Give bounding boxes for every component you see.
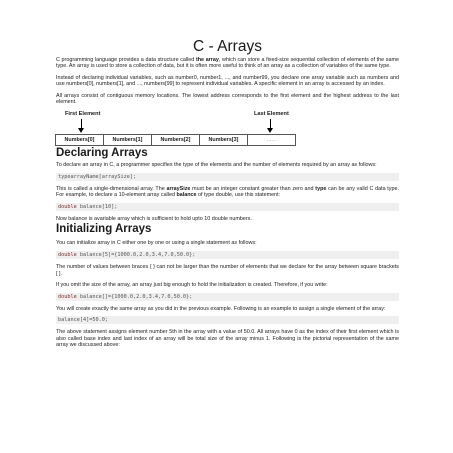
initializing-paragraph-3: If you omit the size of the array, an array just big enough to hold the initialization is created. Therefore, if you write: (56, 282, 328, 289)
initializing-paragraph-5: The above statement assigns element number 5th in the array with a value of 50.0. All arrays have 0 as the index of their first element which is also called base index and last index of an array will be total size of the array minus 1. Following is the pictorial representation of the same array we discussed above: (56, 329, 399, 348)
code-block-init-nosize (56, 293, 399, 301)
array-cell: Numbers[2] (151, 134, 200, 146)
declaring-heading: Declaring Arrays (56, 147, 148, 160)
intro-text-cont: , which can store a fixed-size sequential collection of elements of the same type. An array is used to store a collection of data, but it is often more useful to think of an array as a collection of variables of the same type. (56, 57, 399, 70)
bold-term: type (315, 185, 327, 192)
declaring-paragraph-3: Now balance is avariable array which is sufficient to hold upto 10 double numbers. (56, 215, 252, 222)
page-title: C - Arrays (193, 38, 262, 55)
declaring-paragraph-1: To declare an array in C, a programmer specifies the type of the elements and the number of elements required by an array as follows: (56, 162, 377, 169)
array-cell: Numbers[1] (103, 134, 152, 146)
array-diagram (56, 111, 399, 153)
text-span: This is called a single-dimensional array. The (56, 185, 167, 192)
intro-paragraph-3: All arrays consist of contiguous memory locations. The lowest address corresponds to the first element and the highest address to the last element. (56, 92, 399, 106)
text-span: must be an integer constant greater than zero and (190, 185, 316, 192)
initializing-paragraph-4: You will create exactly the same array as you did in the previous example. Following is an example to assign a single element of the array: (56, 305, 386, 312)
code-block-declaration (56, 173, 399, 181)
bold-term: arraySize (166, 185, 191, 192)
code-text: balance[]={1000.0,2.0,3.4,7.0,50.0}; (76, 293, 193, 300)
code-block-assign (56, 316, 399, 324)
intro-bold-term: the array (195, 57, 219, 63)
declaring-paragraph-2 (56, 186, 399, 199)
initializing-heading: Initializing Arrays (56, 223, 152, 236)
text-span: can be any valid C data type. For example, to declare a 10-element array called (56, 185, 399, 199)
bold-term: balance (176, 192, 197, 199)
first-element-label: First Element (65, 111, 101, 118)
initializing-paragraph-1: You can initialize array in C either one by one or using a single statement as follows: (56, 240, 257, 247)
document-page (56, 38, 399, 348)
first-arrow-head-icon (78, 128, 84, 133)
code-text: typearrayName[arraySize]; (58, 173, 137, 180)
code-text: balance[10]; (76, 203, 118, 210)
array-cell: Numbers[3] (199, 134, 248, 146)
intro-text: C programming language provides a data structure called (56, 57, 196, 63)
intro-paragraph-1 (56, 57, 399, 70)
initializing-paragraph-2: The number of values between braces { } can not be larger than the number of elements that we declare for the array between square brackets [ ]. (56, 264, 399, 277)
last-element-label: Last Element (254, 111, 289, 118)
code-keyword: double (58, 203, 77, 210)
code-block-init (56, 251, 399, 259)
text-span: of type double, use this statement: (196, 192, 281, 199)
code-keyword: double (58, 252, 77, 259)
array-cells (56, 134, 296, 146)
intro-paragraph-2: Instead of declaring individual variables, such as number0, number1, ..., and number99, you declare one array variable such as numbers and use numbers[0], numbers[1], and ..., numbers[99] to represent individual variables. A specific element in an array is accessed by an index. (56, 74, 399, 88)
code-text: balance[5]={1000.0,2.0,3.4,7.0,50.0}; (76, 252, 196, 259)
code-keyword: double (58, 293, 77, 300)
code-text: balance[4]=50.0; (58, 317, 108, 324)
array-cell: Numbers[0] (55, 134, 104, 146)
array-cell-ellipsis: ...... (247, 134, 296, 146)
code-block-balance (56, 203, 399, 211)
last-arrow-head-icon (267, 128, 273, 133)
